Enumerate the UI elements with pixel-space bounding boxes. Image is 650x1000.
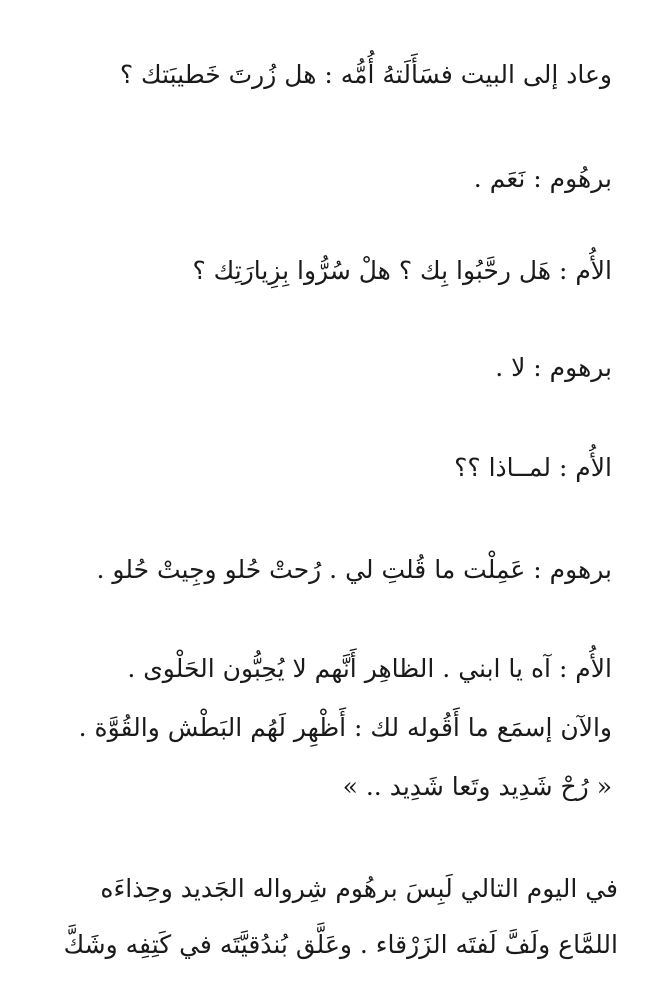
dialogue-line: والآن إسمَع ما أَقُوله لك : أَظْهِر لَهُم البَطْش والقُوَّة .	[78, 713, 612, 742]
narrative-line: في اليوم التالي لَبِسَ برهُوم شِرواله الجَديد وحِذاءَه	[100, 874, 618, 903]
quote-line: « رُحْ شَدِيد وتَعا شَدِيد .. »	[342, 772, 612, 801]
dialogue-line: برهوم : عَمِلْت ما قُلتِ لي . رُحتْ حُلو وجِيتْ حُلو .	[96, 555, 612, 584]
dialogue-line: الأُم : آه يا ابني . الظاهِر أَنَّهم لا يُحِبُّون الحَلْوى .	[127, 654, 612, 683]
dialogue-line: برهُوم : نَعَم .	[473, 164, 612, 193]
narrative-line: اللمَّاع ولَفَّ لَفتَه الزَرْقاء . وعَلَّق بُندُقيَّتَه في كَتِفِه وشَكَّ	[63, 930, 618, 959]
dialogue-line: الأُم : هَل رحَّبُوا بِك ؟ هلْ سُرُّوا بِزِيارَتِك ؟	[192, 256, 612, 285]
dialogue-line: برهوم : لا .	[495, 353, 612, 382]
text-line: وعاد إلى البيت فسَأَلَتهُ أُمُّه : هل زُرتَ خَطيبَتك ؟	[119, 60, 612, 89]
dialogue-line: الأُم : لمــاذا ؟؟	[454, 453, 612, 482]
